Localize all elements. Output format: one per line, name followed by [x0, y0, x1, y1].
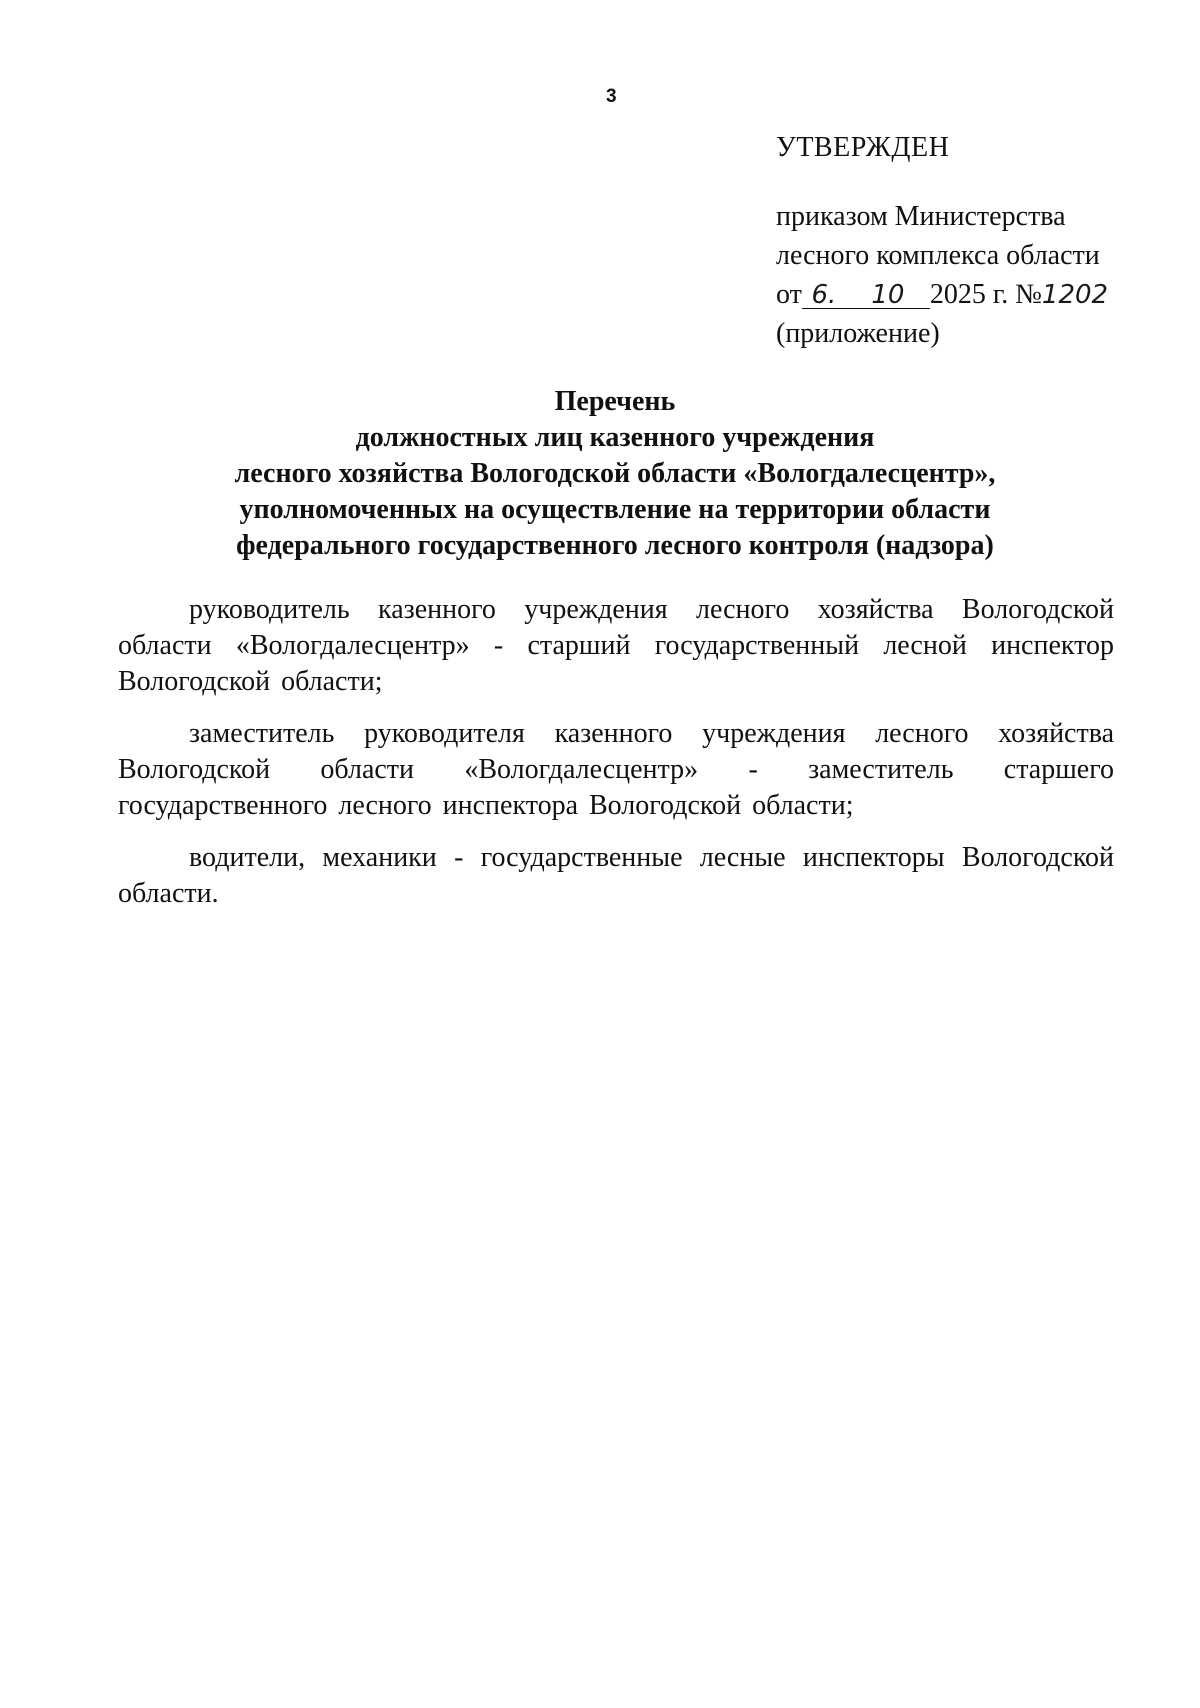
approval-block	[776, 128, 1146, 353]
document-title	[150, 384, 1080, 564]
approval-line-complex: лесного комплекса области	[776, 240, 1100, 271]
handwritten-date-day: 6.	[802, 282, 846, 309]
title-line: федерального государственного лесного контроля (надзора)	[236, 530, 994, 561]
officials-list	[118, 592, 1114, 928]
approved-heading: УТВЕРЖДЕН	[776, 132, 950, 163]
title-line: уполномоченных на осуществление на территории области	[239, 494, 991, 525]
list-item-deputy: заместитель руководителя казенного учреждения лесного хозяйства Вологодской области «Вологдалесцентр» - заместитель старшего государственного лесного инспектора Вологодской области;	[118, 718, 1114, 821]
title-line: Перечень	[554, 386, 676, 417]
date-prefix: от	[776, 279, 802, 310]
title-line: должностных лиц казенного учреждения	[355, 422, 875, 453]
date-year: 2025 г. №	[929, 279, 1042, 310]
list-item-drivers: водители, механики - государственные лесные инспекторы Вологодской области.	[118, 842, 1114, 909]
handwritten-date-month: 10	[846, 282, 930, 309]
approval-line-ministry: приказом Министерства	[776, 201, 1066, 232]
list-item-head: руководитель казенного учреждения лесного хозяйства Вологодской области «Вологдалесцентр» - старший государственный лесной инспектор Вологодской области;	[118, 594, 1114, 697]
handwritten-order-number: 1202	[1041, 280, 1109, 310]
order-date-line	[776, 275, 1146, 314]
attachment-note: (приложение)	[776, 318, 940, 349]
page-number: 3	[606, 86, 617, 107]
title-line: лесного хозяйства Вологодской области «Вологдалесцентр»,	[234, 458, 996, 489]
